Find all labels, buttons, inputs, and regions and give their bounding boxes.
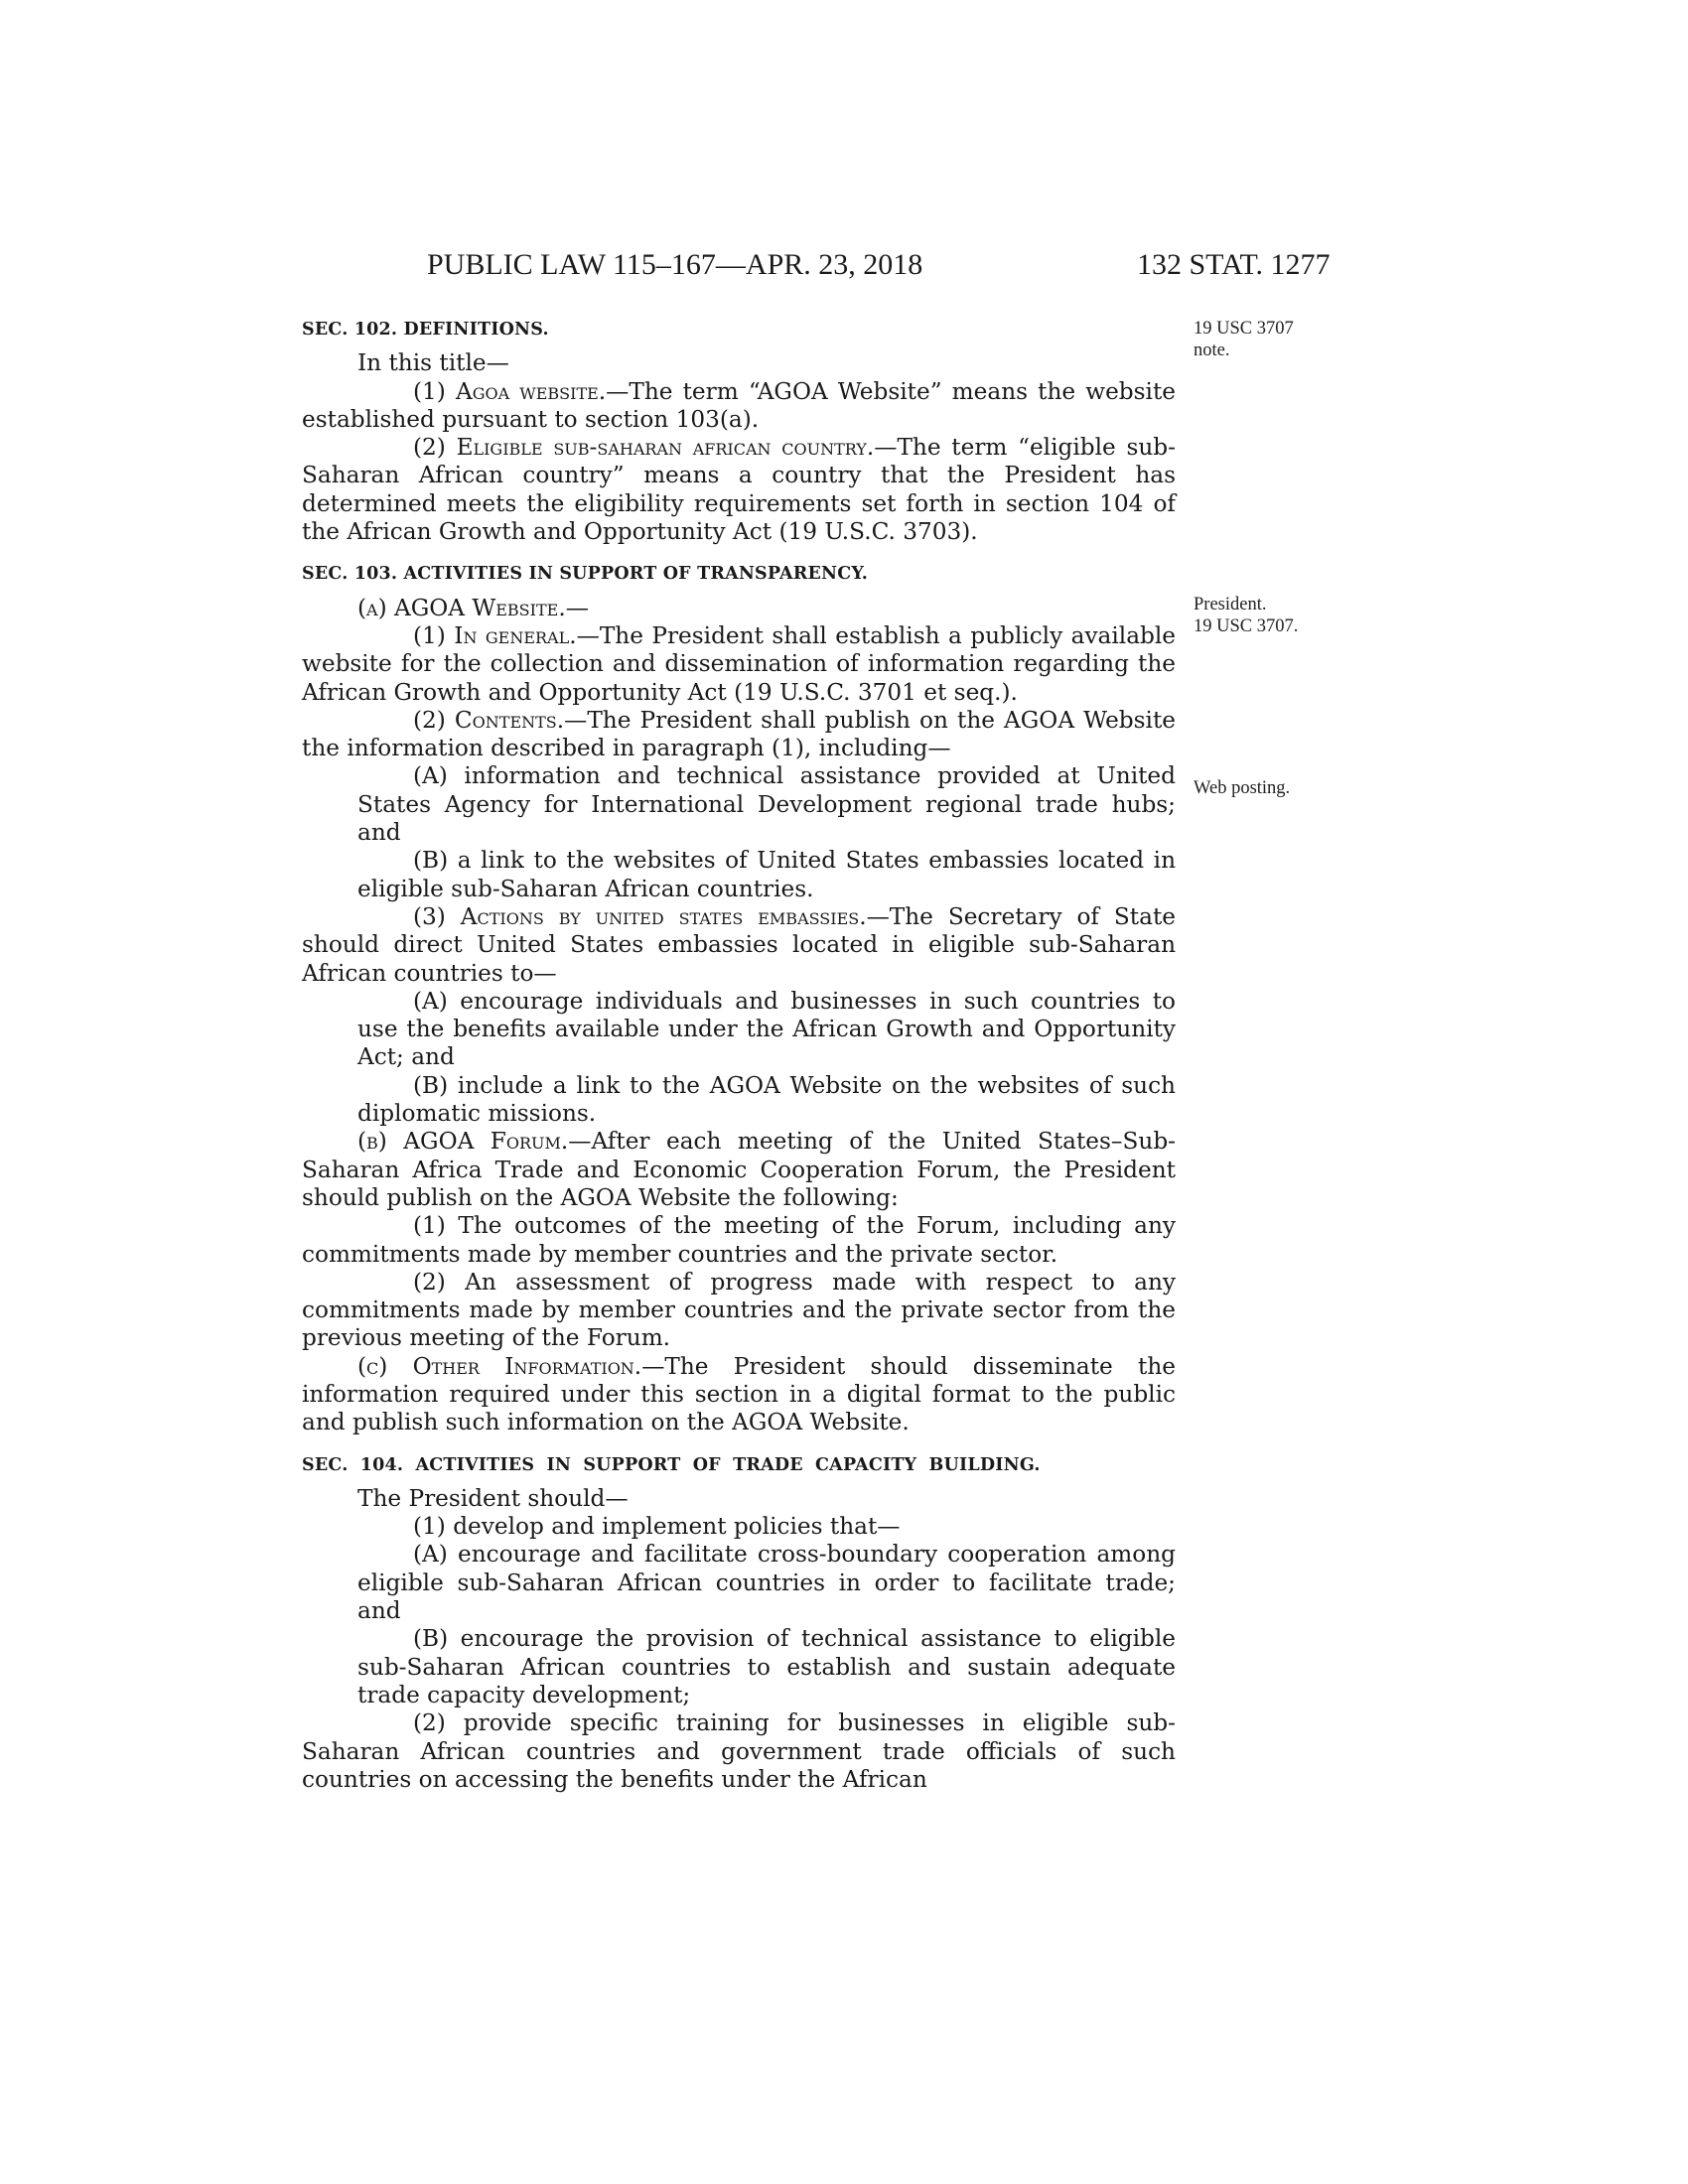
definition-agoa-website: (1) Agoa website.—The term “AGOA Website” means the website established pursuant to section 103(a). [302,377,1177,433]
paragraph-a2-contents: (2) Contents.—The President shall publish on the AGOA Website the information described in paragraph (1), including— [302,706,1176,762]
subsection-a-heading: (a) AGOA Website.— [357,594,589,621]
paragraph-104-1: (1) develop and implement policies that— [413,1513,901,1541]
margin-note-usc-note: 19 USC 3707 note. [1194,319,1294,360]
section-102-heading: SEC. 102. DEFINITIONS. [302,320,549,340]
clause-a2-B: (B) a link to the websites of United States embassies located in eligible sub-Saharan African countries. [357,847,1176,902]
public-law-citation: PUBLIC LAW 115–167—APR. 23, 2018 [427,248,923,281]
clause-a3-A: (A) encourage individuals and businesses in such countries to use the benefits available under the African Growth and Opportunity Act; and [357,987,1176,1071]
margin-note-president: President. 19 USC 3707. [1194,595,1299,636]
paragraph-b1: (1) The outcomes of the meeting of the Forum, including any commitments made by member countries and the private sector. [302,1212,1176,1268]
paragraph-b2: (2) An assessment of progress made with respect to any commitments made by member countries and the private sector from the previous meeting of the Forum. [302,1268,1176,1352]
clause-104-1-A: (A) encourage and facilitate cross-boundary cooperation among eligible sub-Saharan African countries in order to facilitate trade; and [357,1541,1176,1625]
subsection-b-forum: (b) AGOA Forum.—After each meeting of the United States–Sub-Saharan Africa Trade and Economic Cooperation Forum, the President should publish on the AGOA Website the following: [302,1128,1176,1211]
statute-body [302,316,1176,1794]
section-104-intro: The President should— [357,1484,629,1512]
statute-page-number: 132 STAT. 1277 [1137,248,1331,281]
section-103-heading: SEC. 103. ACTIVITIES IN SUPPORT OF TRANSPARENCY. [302,564,869,585]
clause-104-1-B: (B) encourage the provision of technical assistance to eligible sub-Saharan African countries to establish and sustain adequate trade capacity development; [357,1625,1176,1708]
subsection-c-other-information: (c) Other Information.—The President should disseminate the information required under this section in a digital format to the public and publish such information on the AGOA Website. [302,1352,1177,1436]
clause-a3-B: (B) include a link to the AGOA Website on the websites of such diplomatic missions. [357,1071,1176,1128]
paragraph-104-2: (2) provide specific training for businesses in eligible sub-Saharan African countries and government trade officials of such countries on accessing the benefits under the African [302,1709,1176,1793]
section-102-intro: In this title— [357,349,509,377]
page-header [298,248,1380,288]
paragraph-a1-in-general: (1) In general.—The President shall establish a publicly available website for the collection and dissemination of information regarding the African Growth and Opportunity Act (19 U.S.C. 3701 et seq.). [302,621,1177,706]
definition-eligible-country: (2) Eligible sub-saharan african country.—The term “eligible sub-Saharan African country” means a country that the President has determined meets the eligibility requirements set forth in section 104 of the African Growth and Opportunity Act (19 U.S.C. 3703). [302,434,1176,546]
clause-a2-A: (A) information and technical assistance provided at United States Agency for International Development regional trade hubs; and [357,762,1176,847]
margin-note-web-posting: Web posting. [1194,778,1291,798]
section-104-heading: SEC. 104. ACTIVITIES IN SUPPORT OF TRADE CAPACITY BUILDING. [302,1454,1041,1475]
paragraph-a3-embassies: (3) Actions by united states embassies.—The Secretary of State should direct United States embassies located in eligible sub-Saharan African countries to— [302,902,1176,987]
